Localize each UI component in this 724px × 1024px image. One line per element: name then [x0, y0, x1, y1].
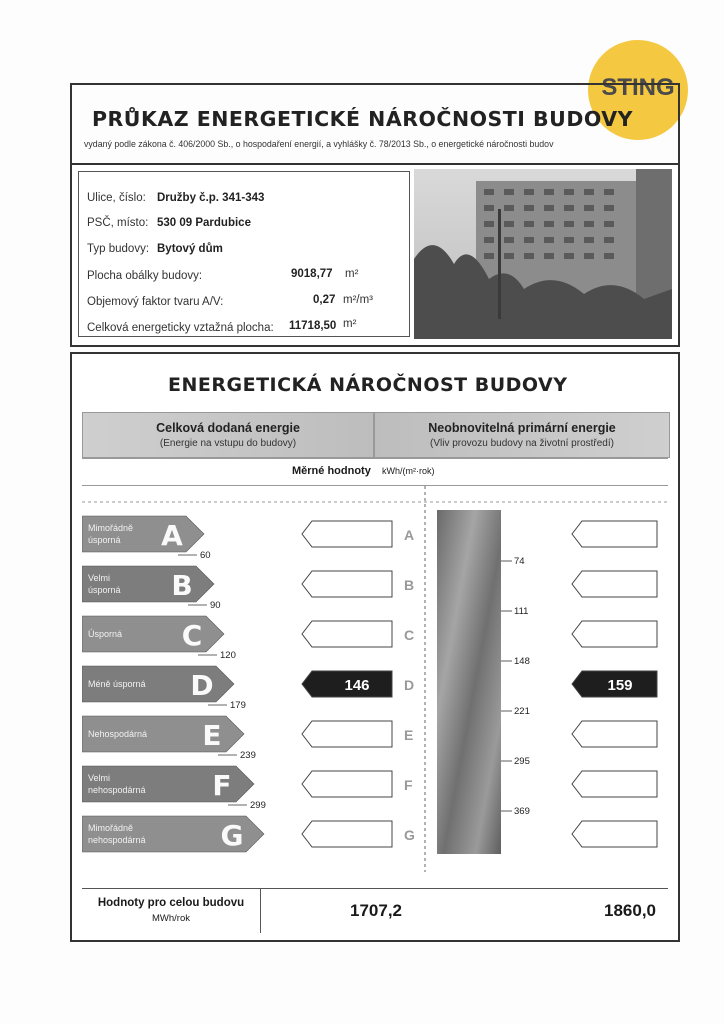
right-value-box-c	[572, 621, 657, 647]
right-tick-a: 74	[514, 556, 525, 567]
left-heading: Celková dodaná energie	[156, 421, 300, 435]
class-letter-f: F	[212, 769, 232, 802]
right-tick-c: 148	[514, 656, 530, 667]
document-title: PRŮKAZ ENERGETICKÉ NÁROČNOSTI BUDOVY	[92, 107, 633, 131]
class-name2-b: úsporná	[88, 585, 121, 595]
class-name-f: Velmi	[88, 773, 111, 783]
info-panel	[78, 171, 410, 337]
right-total: 1860,0	[604, 901, 656, 920]
envelope-value: 9018,77	[291, 268, 333, 280]
area-label: Celková energeticky vztažná plocha:	[87, 322, 274, 334]
class-name-d: Méně úsporná	[88, 679, 146, 689]
class-letter-a: A	[161, 519, 183, 552]
right-value-box-b	[572, 571, 657, 597]
class-name-c: Úsporná	[88, 629, 123, 639]
class-letter-c: C	[181, 619, 203, 652]
class-name-a: Mimořádně	[88, 523, 134, 533]
left-box-letter-f: F	[404, 777, 413, 793]
right-subheading: (Vliv provozu budovy na životní prostředí)	[430, 438, 614, 449]
left-box-letter-d: D	[404, 677, 415, 693]
totals-label: Hodnoty pro celou budovu	[97, 897, 245, 909]
right-value: 159	[607, 677, 633, 694]
left-value-box-b	[302, 571, 392, 597]
left-tick-f: 299	[250, 800, 266, 811]
primary-energy-bar	[437, 510, 501, 854]
area-unit: m²	[343, 318, 357, 330]
left-tick-e: 239	[240, 750, 256, 761]
left-box-letter-a: A	[404, 527, 415, 543]
left-value: 146	[344, 677, 370, 694]
zip-value: 530 09 Pardubice	[157, 217, 251, 229]
totals-unit: MWh/rok	[152, 913, 190, 924]
shape-label: Objemový faktor tvaru A/V:	[87, 296, 224, 308]
right-value-box-f	[572, 771, 657, 797]
class-arrow-b	[82, 566, 214, 602]
left-box-letter-b: B	[404, 577, 415, 593]
class-name2-g: nehospodárná	[88, 835, 146, 845]
left-value-box-e	[302, 721, 392, 747]
right-tick-f: 369	[514, 806, 530, 817]
left-column-header	[82, 412, 374, 458]
class-name-g: Mimořádně	[88, 823, 134, 833]
class-name2-f: nehospodárná	[88, 785, 146, 795]
area-value: 11718,50	[289, 320, 337, 332]
building-photo	[414, 169, 672, 339]
class-letter-d: D	[190, 669, 214, 702]
right-tick-e: 295	[514, 756, 530, 767]
specific-values-row	[82, 458, 668, 486]
left-value-box-a	[302, 521, 392, 547]
left-tick-b: 90	[210, 600, 221, 611]
left-box-letter-g: G	[404, 827, 415, 843]
envelope-unit: m²	[345, 268, 359, 280]
right-value-box-g	[572, 821, 657, 847]
right-column-header	[374, 412, 670, 458]
zip-label: PSČ, místo:	[87, 217, 149, 229]
type-label: Typ budovy:	[87, 243, 150, 255]
left-tick-c: 120	[220, 650, 236, 661]
class-letter-g: G	[220, 819, 244, 852]
right-tick-b: 111	[514, 606, 529, 617]
shape-value: 0,27	[313, 294, 336, 306]
envelope-label: Plocha obálky budovy:	[87, 270, 203, 282]
street-label: Ulice, číslo:	[87, 192, 146, 204]
left-tick-d: 179	[230, 700, 246, 711]
right-tick-d: 221	[514, 706, 530, 717]
rating-title: ENERGETICKÁ NÁROČNOST BUDOVY	[168, 374, 568, 396]
type-value: Bytový dům	[157, 243, 223, 255]
right-heading: Neobnovitelná primární energie	[428, 421, 616, 435]
class-name-b: Velmi	[88, 573, 111, 583]
shape-unit: m²/m³	[343, 294, 374, 306]
header-frame	[70, 83, 680, 167]
left-value-box-f	[302, 771, 392, 797]
left-subheading: (Energie na vstupu do budovy)	[159, 438, 297, 449]
class-name-e: Nehospodárná	[88, 729, 148, 739]
left-box-letter-e: E	[404, 727, 414, 743]
building-photo-graphic	[414, 169, 672, 339]
class-arrow-a	[82, 516, 204, 552]
right-value-box-a	[572, 521, 657, 547]
left-tick-a: 60	[200, 550, 211, 561]
info-frame	[70, 163, 680, 347]
specific-label: Měrné hodnoty	[292, 465, 371, 477]
totals-row	[82, 888, 668, 933]
class-letter-e: E	[202, 719, 222, 752]
rating-scale	[82, 486, 668, 872]
left-box-letter-c: C	[404, 627, 415, 643]
left-total: 1707,2	[350, 901, 402, 920]
street-value: Družby č.p. 341-343	[157, 192, 265, 204]
sting-logo-text: STING	[601, 74, 675, 101]
specific-unit: kWh/(m²·rok)	[382, 466, 435, 476]
document-subtitle: vydaný podle zákona č. 406/2000 Sb., o hospodaření energií, a vyhlášky č. 78/2013 Sb., o energetické náročnosti budov	[84, 139, 554, 149]
left-value-box-c	[302, 621, 392, 647]
class-name2-a: úsporná	[88, 535, 121, 545]
class-letter-b: B	[171, 569, 193, 602]
right-value-box-e	[572, 721, 657, 747]
left-value-box-g	[302, 821, 392, 847]
totals-label-cell	[82, 889, 261, 933]
rating-frame	[70, 352, 680, 942]
